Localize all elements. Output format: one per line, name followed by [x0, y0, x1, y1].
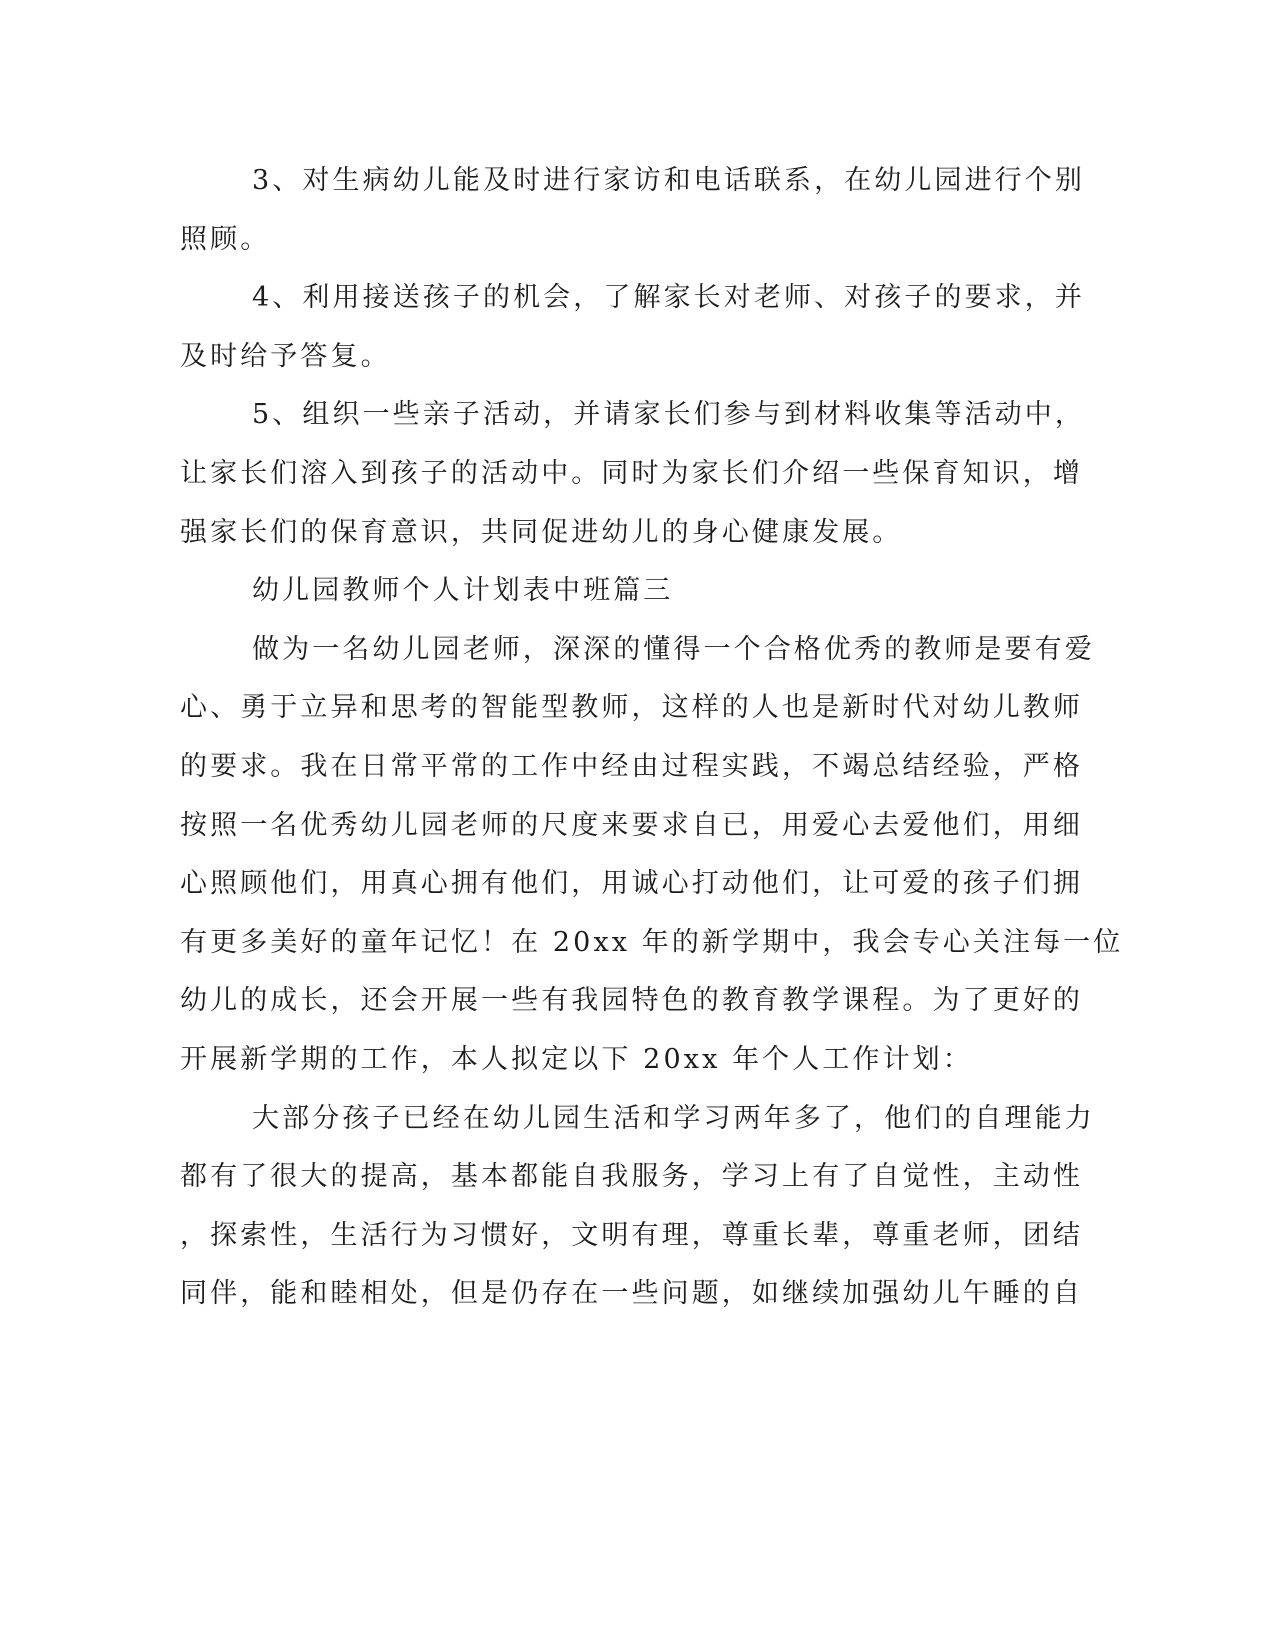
- text-line: 5、组织一些亲子活动，并请家长们参与到材料收集等活动中，: [252, 399, 1085, 431]
- text-line: 幼儿的成长，还会开展一些有我园特色的教育教学课程。为了更好的: [180, 985, 1083, 1017]
- text-line: 及时给予答复。: [180, 340, 391, 372]
- text-line: 按照一名优秀幼儿园老师的尺度来要求自已，用爱心去爱他们，用细: [180, 809, 1083, 841]
- text-line: ，探索性，生活行为习惯好，文明有理，尊重长辈，尊重老师，团结: [180, 1219, 1083, 1251]
- text-line: 都有了很大的提高，基本都能自我服务，学习上有了自觉性，主动性: [180, 1161, 1083, 1193]
- text-line: 照顾。: [180, 223, 271, 255]
- text-line: 开展新学期的工作，本人拟定以下 20xx 年个人工作计划：: [180, 1043, 973, 1075]
- section-heading: 幼儿园教师个人计划表中班篇三: [252, 575, 674, 607]
- text-line: 4、利用接送孩子的机会，了解家长对老师、对孩子的要求，并: [252, 282, 1085, 314]
- text-line: 心、勇于立异和思考的智能型教师，这样的人也是新时代对幼儿教师: [180, 692, 1083, 724]
- text-line: 的要求。我在日常平常的工作中经由过程实践，不竭总结经验，严格: [180, 750, 1083, 782]
- text-line: 心照顾他们，用真心拥有他们，用诚心打动他们，让可爱的孩子们拥: [180, 868, 1083, 900]
- text-line: 让家长们溶入到孩子的活动中。同时为家长们介绍一些保育知识，增: [180, 457, 1083, 489]
- text-line: 做为一名幼儿园老师，深深的懂得一个合格优秀的教师是要有爱: [252, 633, 1095, 665]
- text-line: 有更多美好的童年记忆！在 20xx 年的新学期中，我会专心关注每一位: [180, 926, 1124, 958]
- document-body: [180, 152, 1124, 1324]
- text-line: 3、对生病幼儿能及时进行家访和电话联系，在幼儿园进行个别: [252, 165, 1085, 196]
- text-line: 同伴，能和睦相处，但是仍存在一些问题，如继续加强幼儿午睡的自: [180, 1278, 1083, 1310]
- text-line: 大部分孩子已经在幼儿园生活和学习两年多了，他们的自理能力: [252, 1102, 1095, 1134]
- text-line: 强家长们的保育意识，共同促进幼儿的身心健康发展。: [180, 516, 903, 548]
